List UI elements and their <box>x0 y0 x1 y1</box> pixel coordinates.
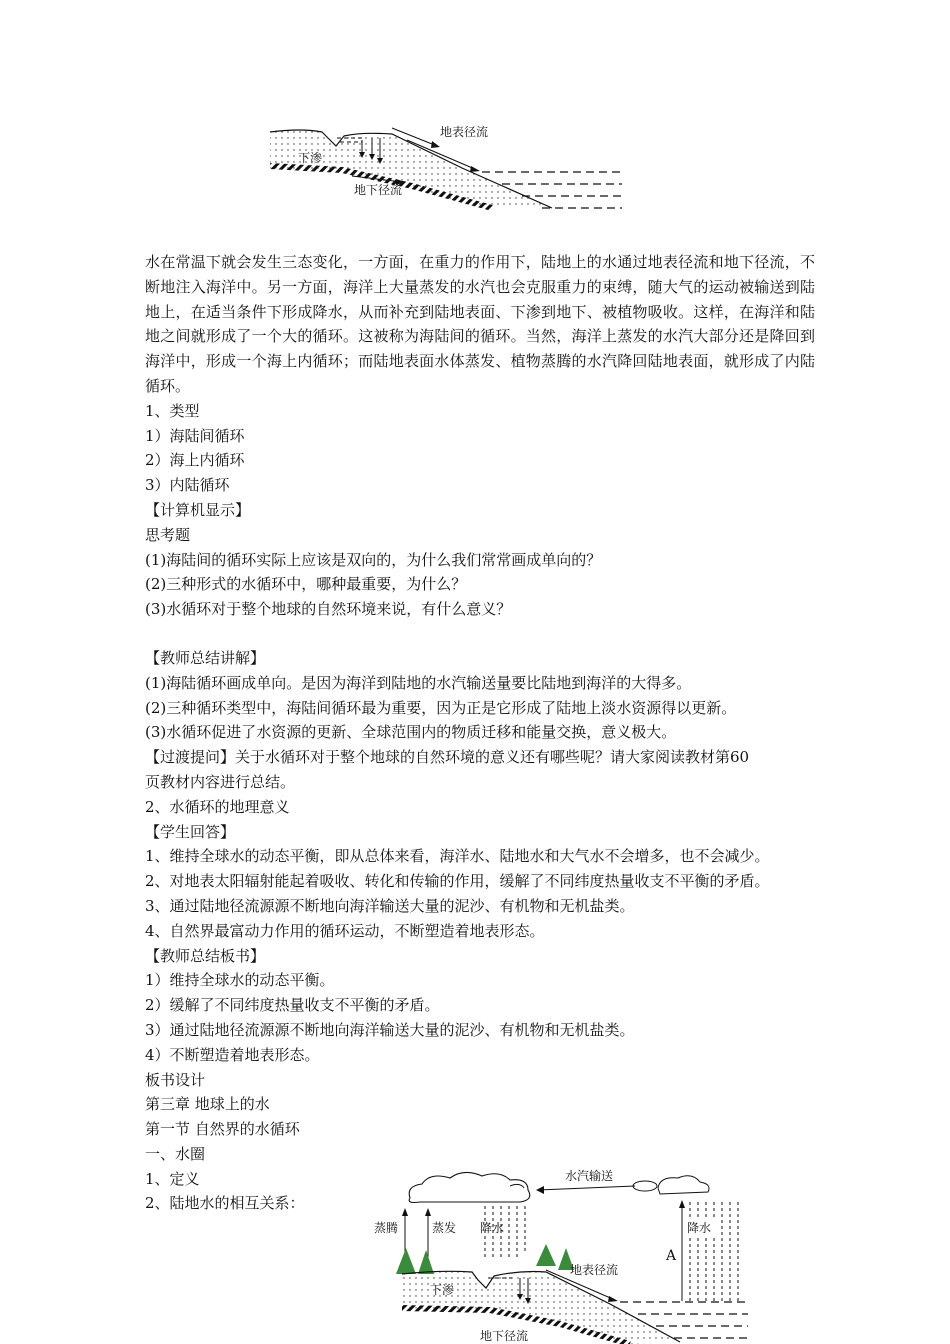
transition-question: 【过渡提问】关于水循环对于整个地球的自然环境的意义还有哪些呢？请大家阅读教材第60 <box>145 748 750 767</box>
teacher-summary-item: (3)水循环促进了水资源的更新、全球范围内的物质迁移和能量交换，意义极大。 <box>145 723 677 742</box>
student-answer-item: 1、维持全球水的动态平衡，即从总体来看，海洋水、陆地水和大气水不会增多，也不会减少。 <box>145 847 770 866</box>
computer-display-heading: 【计算机显示】 <box>145 500 251 519</box>
significance-heading: 2、水循环的地理意义 <box>145 797 290 816</box>
thinking-question: (1)海陆间的循环实际上应该是双向的，为什么我们常常画成单向的？ <box>145 550 602 569</box>
board-summary-item: 1）维持全球水的动态平衡。 <box>145 971 335 990</box>
label-surface-runoff: 地表径流 <box>440 125 489 139</box>
label-transpiration: 蒸腾 <box>374 1221 399 1235</box>
chapter-title: 第三章 地球上的水 <box>145 1095 270 1114</box>
cloud-icon <box>633 1181 657 1191</box>
board-summary-heading: 【教师总结板书】 <box>145 946 266 965</box>
student-answer-item: 2、对地表太阳辐射能起着吸收、转化和传输的作用，缓解了不同纬度热量收支不平衡的矛盾。 <box>145 872 770 891</box>
teacher-summary-item: (2)三种循环类型中，海陆间循环最为重要，因为正是它形成了陆地上淡水资源得以更新。 <box>145 698 737 717</box>
label-groundwater-runoff: 地下径流 <box>354 183 403 197</box>
board-summary-item: 3）通过陆地径流源源不断地向海洋输送大量的泥沙、有机物和无机盐类。 <box>145 1020 635 1039</box>
thinking-question: (3)水循环对于整个地球的自然环境来说，有什么意义？ <box>145 600 512 619</box>
student-answer-item: 4、自然界最富动力作用的循环运动，不断塑造着地表形态。 <box>145 921 545 940</box>
board-design-heading: 板书设计 <box>145 1070 206 1089</box>
board-summary-item: 4）不断塑造着地表形态。 <box>145 1045 320 1064</box>
types-heading: 1、类型 <box>145 401 200 420</box>
cloud-icon <box>409 1172 530 1202</box>
type-item: 1）海陆间循环 <box>145 426 245 445</box>
label-precipitation-sea: 降水 <box>687 1221 712 1235</box>
board-summary-item: 2）缓解了不同纬度热量收支不平衡的矛盾。 <box>145 996 440 1015</box>
precipitation-sea <box>682 1202 738 1302</box>
label-evaporation: 蒸发 <box>432 1221 457 1235</box>
section-title: 第一节 自然界的水循环 <box>145 1120 300 1139</box>
label-precipitation-land: 降水 <box>480 1221 505 1235</box>
student-answer-heading: 【学生回答】 <box>145 822 236 841</box>
definition-item: 1、定义 <box>145 1169 200 1188</box>
label-infiltration-bottom: 下渗 <box>430 1283 455 1297</box>
relation-item: 2、陆地水的相互关系： <box>145 1194 305 1213</box>
type-item: 3）内陆循环 <box>145 476 230 495</box>
type-item: 2）海上内循环 <box>145 451 245 470</box>
intro-paragraph: 水在常温下就会发生三态变化，一方面，在重力的作用下，陆地上的水通过地表径流和地下径流，不断地注入海洋中。另一方面，海洋上大量蒸发的水汽也会克服重力的束缚，随大气的运动被输送到陆地上，在适当条件下形成降水，从而补充到陆地表面、下渗到地下、被植物吸收。这样，在海洋和陆地之间就形成了一个大的循环。这被称为海陆间的循环。当然，海洋上蒸发的水汽大部分还是降回到海洋中，形成一个海上内循环；而陆地表面水体蒸发、植物蒸腾的水汽降回陆地表面，就形成了内陆循环。 <box>145 253 815 395</box>
cloud-icon <box>658 1176 709 1194</box>
student-answer-item: 3、通过陆地径流源源不断地向海洋输送大量的泥沙、有机物和无机盐类。 <box>145 896 635 915</box>
label-vapor-transport: 水汽输送 <box>565 1169 614 1183</box>
teacher-summary-item: (1)海陆循环画成单向。是因为海洋到陆地的水汽输送量要比陆地到海洋的大得多。 <box>145 673 692 692</box>
part-title: 一、水圈 <box>145 1144 206 1163</box>
runoff-diagram <box>262 118 627 218</box>
label-surface-runoff-bottom: 地表径流 <box>570 1263 619 1277</box>
body-text <box>145 250 815 1216</box>
teacher-summary-heading: 【教师总结讲解】 <box>145 648 266 667</box>
label-infiltration: 下渗 <box>298 151 323 165</box>
thinking-heading: 思考题 <box>145 525 191 544</box>
water-cycle-diagram <box>360 1162 750 1344</box>
label-a: A <box>666 1248 677 1264</box>
label-groundwater-runoff-bottom: 地下径流 <box>480 1329 529 1343</box>
thinking-question: (2)三种形式的水循环中，哪种最重要，为什么？ <box>145 575 467 594</box>
transition-question-cont: 页教材内容进行总结。 <box>145 772 296 791</box>
